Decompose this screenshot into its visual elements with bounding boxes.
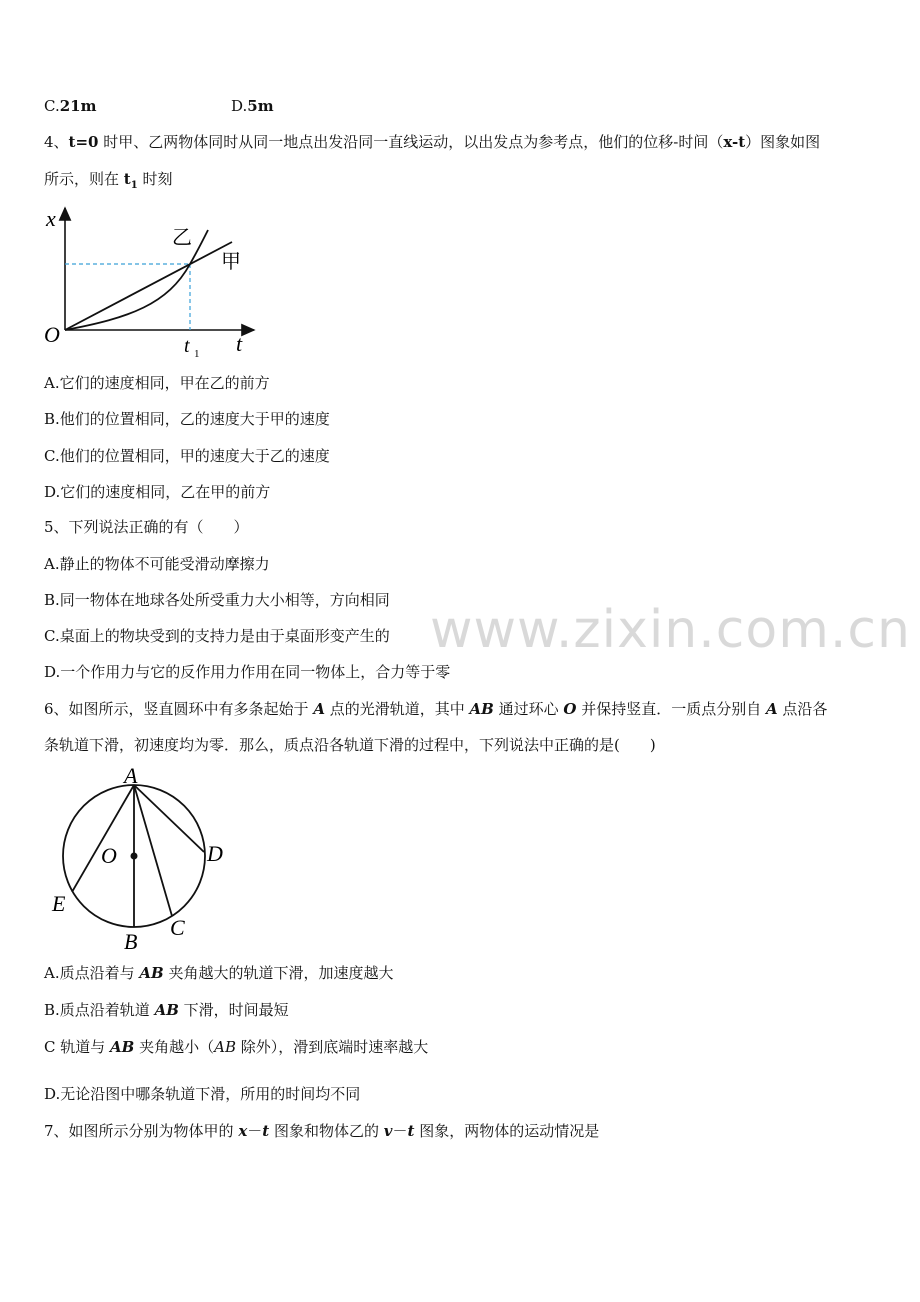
point-c-label: C (170, 915, 185, 940)
q3-option-d: D.5m (231, 97, 274, 115)
q5-stem: 5、下列说法正确的有（ ） (44, 518, 249, 536)
x-axis-label: x (46, 206, 56, 231)
q6-option-b: B.质点沿着轨道 AB 下滑，时间最短 (44, 1001, 289, 1019)
watermark: www.zixin.com.cn (430, 600, 911, 660)
q4-option-d: D.它们的速度相同，乙在甲的前方 (44, 483, 271, 501)
point-e-label: E (52, 891, 66, 916)
q4-option-b: B.他们的位置相同，乙的速度大于甲的速度 (44, 410, 330, 428)
jia-line (65, 242, 232, 330)
center-dot (131, 853, 138, 860)
point-b-label: B (124, 929, 138, 954)
q6-stem-line2: 条轨道下滑，初速度均为零．那么，质点沿各轨道下滑的过程中，下列说法中正确的是( ) (44, 736, 656, 754)
q5-option-d: D.一个作用力与它的反作用力作用在同一物体上，合力等于零 (44, 663, 451, 681)
q4-xt-graph (40, 200, 270, 365)
q6-stem-line1: 6、如图所示，竖直圆环中有多条起始于 A 点的光滑轨道，其中 AB 通过环心 O 并保持竖直．一质点分别自 A 点沿各 (44, 700, 828, 718)
t1-subscript: 1 (194, 348, 200, 360)
q3-option-c: C.21m (44, 97, 97, 115)
point-a-label: A (124, 763, 138, 788)
q4-stem-line1: 4、t=0 时甲、乙两物体同时从同一地点出发沿同一直线运动，以出发点为参考点，他们的位移-时间（x-t）图象如图 (44, 133, 821, 151)
q4-option-c: C.他们的位置相同，甲的速度大于乙的速度 (44, 447, 330, 465)
t-axis-label: t (236, 331, 243, 356)
q6-circle-figure (48, 763, 238, 958)
jia-label: 甲 (221, 249, 241, 273)
q6-option-d: D.无论沿图中哪条轨道下滑，所用的时间均不同 (44, 1085, 361, 1103)
point-o-label: O (101, 843, 117, 868)
point-d-label: D (207, 841, 223, 866)
q4-option-a: A.它们的速度相同，甲在乙的前方 (44, 374, 270, 392)
q6-option-a: A.质点沿着与 AB 夹角越大的轨道下滑，加速度越大 (44, 964, 394, 982)
q5-option-c: C.桌面上的物块受到的支持力是由于桌面形变产生的 (44, 627, 390, 645)
q7-stem: 7、如图所示分别为物体甲的 x－t 图象和物体乙的 v－t 图象，两物体的运动情况是 (44, 1122, 600, 1140)
track-ac (134, 785, 172, 916)
q6-option-c: C 轨道与 AB 夹角越小（AB 除外），滑到底端时速率越大 (44, 1038, 429, 1056)
yi-label: 乙 (172, 225, 192, 249)
track-ae (72, 785, 134, 892)
q5-option-b: B.同一物体在地球各处所受重力大小相等，方向相同 (44, 591, 390, 609)
q5-option-a: A.静止的物体不可能受滑动摩擦力 (44, 555, 270, 573)
origin-label: O (44, 322, 60, 347)
q4-stem-line2: 所示，则在 $t_1$ 时刻 (44, 170, 173, 191)
t1-label: t (184, 335, 190, 357)
